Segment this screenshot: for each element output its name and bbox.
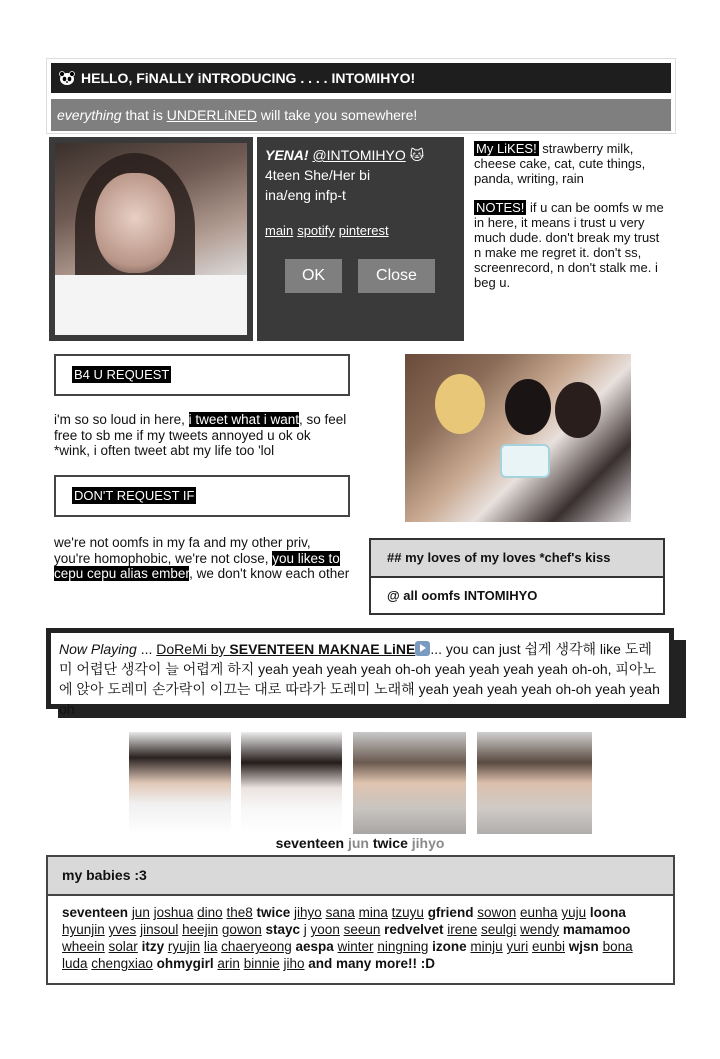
- link-spotify[interactable]: spotify: [297, 223, 335, 238]
- group-name: seventeen: [62, 905, 129, 920]
- banner-sub-italic: everything: [57, 107, 122, 123]
- group-name: izone: [432, 939, 467, 954]
- group-name: wjsn: [568, 939, 599, 954]
- member-link[interactable]: eunbi: [531, 939, 566, 954]
- thumbnail-jihyo-2: [477, 732, 592, 834]
- member-link[interactable]: solar: [108, 939, 138, 954]
- thumbnail-caption: seventeen jun twice jihyo: [275, 835, 445, 851]
- profile-links: [265, 221, 456, 241]
- member-link[interactable]: eunha: [520, 905, 558, 920]
- member-link[interactable]: tzuyu: [391, 905, 424, 920]
- member-link[interactable]: mina: [358, 905, 388, 920]
- notes-paragraph: [474, 200, 669, 290]
- b4-request-text: i'm so so loud in here, i tweet what i want, so feel free to sb me if my tweets annoyed u ok ok *wink, i often tweet abt my life too 'lol: [54, 412, 347, 458]
- profile-photo-frame: [49, 137, 253, 341]
- thumbnail-jihyo-1: [353, 732, 466, 834]
- dont-highlight: you likes to cepu cepu alias ember: [54, 550, 340, 581]
- panda-icon: [59, 71, 75, 85]
- member-link[interactable]: heejin: [182, 922, 219, 937]
- b4-highlight: i tweet what i want: [188, 412, 299, 427]
- group-name: loona: [589, 905, 626, 920]
- play-icon[interactable]: [415, 641, 430, 656]
- group-name: itzy: [141, 939, 165, 954]
- dont-request-title: DON'T REQUEST IF: [74, 488, 195, 503]
- banner-sub-underlined-link[interactable]: UNDERLiNED: [166, 107, 257, 123]
- loves-title: ## my loves of my loves *chef's kiss: [371, 540, 663, 578]
- loves-body: @ all oomfs INTOMIHYO: [387, 588, 538, 603]
- group-name: redvelvet: [384, 922, 444, 937]
- member-link[interactable]: bona: [602, 939, 633, 954]
- profile-handle-link[interactable]: @INTOMIHYO: [312, 147, 406, 163]
- member-link[interactable]: yves: [108, 922, 137, 937]
- member-link[interactable]: hyunjin: [62, 922, 105, 937]
- song-lyrics: ... you can just 쉽게 생각해 like 도레미 어렵단 생각이 늘 어렵게 하지 yeah yeah yeah yeah oh-oh yeah yeah yeah yeah oh-oh, 피아노에 앉아 도레미 손가락이 이끄는 대로 따라가 도레미 노래해 yeah yeah yeah yeah oh-oh yeah yeah oh: [59, 641, 660, 717]
- member-link[interactable]: ningning: [377, 939, 429, 954]
- babies-ending: and many more!! :D: [308, 956, 436, 971]
- link-pinterest[interactable]: pinterest: [338, 223, 389, 238]
- member-link[interactable]: wheein: [62, 939, 105, 954]
- member-link[interactable]: yoon: [310, 922, 340, 937]
- likes-paragraph: [474, 141, 669, 186]
- member-link[interactable]: yuri: [506, 939, 529, 954]
- intro-banner: [46, 58, 676, 134]
- link-main[interactable]: main: [265, 223, 294, 238]
- member-link[interactable]: jinsoul: [140, 922, 179, 937]
- loves-box: [369, 538, 665, 615]
- group-photo: [405, 354, 631, 522]
- member-link[interactable]: seulgi: [481, 922, 517, 937]
- member-link[interactable]: j: [303, 922, 307, 937]
- member-link[interactable]: wendy: [520, 922, 560, 937]
- dont-request-text: we're not oomfs in my fa and my other priv, you're homophobic, we're not close, you likes to cepu cepu alias ember, we don't know each other: [54, 535, 350, 581]
- member-link[interactable]: sana: [325, 905, 355, 920]
- member-link[interactable]: the8: [226, 905, 253, 920]
- now-playing-box: Now Playing ... DoReMi by SEVENTEEN MAKNAE LiNE ... you can just 쉽게 생각해 like 도레미 어렵단 생각이 늘 어렵게 하지 yeah yeah yeah yeah oh-oh yeah yeah yeah yeah oh-oh, 피아노에 앉아 도레미 손가락이 이끄는 대로 따라가 도레미 노래해 yeah yeah yeah yeah oh-oh yeah yeah oh: [46, 628, 674, 709]
- group-name: mamamoo: [562, 922, 631, 937]
- member-link[interactable]: ryujin: [167, 939, 201, 954]
- banner-title: [51, 63, 671, 93]
- group-name: ohmygirl: [156, 956, 214, 971]
- babies-title: my babies :3: [48, 857, 673, 896]
- close-button[interactable]: Close: [358, 259, 435, 293]
- member-link[interactable]: binnie: [243, 956, 280, 971]
- member-link[interactable]: gowon: [221, 922, 262, 937]
- likes-tag: My LiKES!: [476, 141, 537, 156]
- member-link[interactable]: chaeryeong: [221, 939, 292, 954]
- babies-list: [48, 896, 673, 980]
- notes-tag: NOTES!: [476, 200, 525, 215]
- thumbnail-jun-1: [129, 732, 231, 834]
- dont-request-header: [54, 475, 350, 517]
- member-link[interactable]: dino: [197, 905, 223, 920]
- member-link[interactable]: joshua: [153, 905, 194, 920]
- now-playing-label: Now Playing: [59, 641, 137, 657]
- banner-sub-end: will take you somewhere!: [256, 107, 418, 123]
- group-name: aespa: [295, 939, 334, 954]
- likes-text: strawberry milk, cheese cake, cat, cute things, panda, writing, rain: [474, 141, 646, 186]
- banner-title-text: HELLO, FiNALLY iNTRODUCING . . . . INTOMIHYO!: [81, 70, 416, 86]
- banner-subtitle: [51, 99, 671, 131]
- member-link[interactable]: lia: [203, 939, 218, 954]
- member-link[interactable]: jihyo: [294, 905, 322, 920]
- group-name: gfriend: [427, 905, 474, 920]
- profile-photo: [55, 143, 247, 335]
- member-link[interactable]: sowon: [477, 905, 517, 920]
- profile-name: YENA!: [265, 147, 309, 163]
- member-link[interactable]: luda: [62, 956, 88, 971]
- member-link[interactable]: irene: [447, 922, 478, 937]
- member-link[interactable]: winter: [337, 939, 374, 954]
- song-link[interactable]: DoReMi by SEVENTEEN MAKNAE LiNE: [156, 641, 416, 657]
- b4-request-header: [54, 354, 350, 396]
- profile-pronouns: 4teen She/Her bi: [265, 167, 371, 183]
- member-link[interactable]: minju: [470, 939, 503, 954]
- member-link[interactable]: jiho: [283, 956, 305, 971]
- loves-handle: INTOMIHYO: [463, 588, 538, 603]
- likes-notes-section: [474, 141, 669, 290]
- banner-sub-mid: that is: [121, 107, 167, 123]
- b4-request-title: B4 U REQUEST: [74, 367, 170, 382]
- member-link[interactable]: jun: [131, 905, 150, 920]
- group-name: twice: [256, 905, 291, 920]
- member-link[interactable]: seeun: [343, 922, 381, 937]
- member-link[interactable]: yuju: [561, 905, 587, 920]
- thumbnail-jun-2: [241, 732, 342, 834]
- song-artist: SEVENTEEN MAKNAE LiNE: [229, 641, 416, 657]
- member-link[interactable]: arin: [217, 956, 240, 971]
- profile-languages: ina/eng infp-t: [265, 187, 346, 203]
- member-link[interactable]: chengxiao: [91, 956, 153, 971]
- babies-box: [46, 855, 675, 985]
- ok-button[interactable]: OK: [285, 259, 342, 293]
- group-name: stayc: [265, 922, 301, 937]
- profile-card: [257, 137, 464, 341]
- notes-text: if u can be oomfs w me in here, it means i trust u very much dude. don't break my trust n make me regret it. don't ss, screenrecord, n don't stalk me. i beg u.: [474, 200, 664, 290]
- cat-emoji-icon: 🐱: [409, 147, 425, 163]
